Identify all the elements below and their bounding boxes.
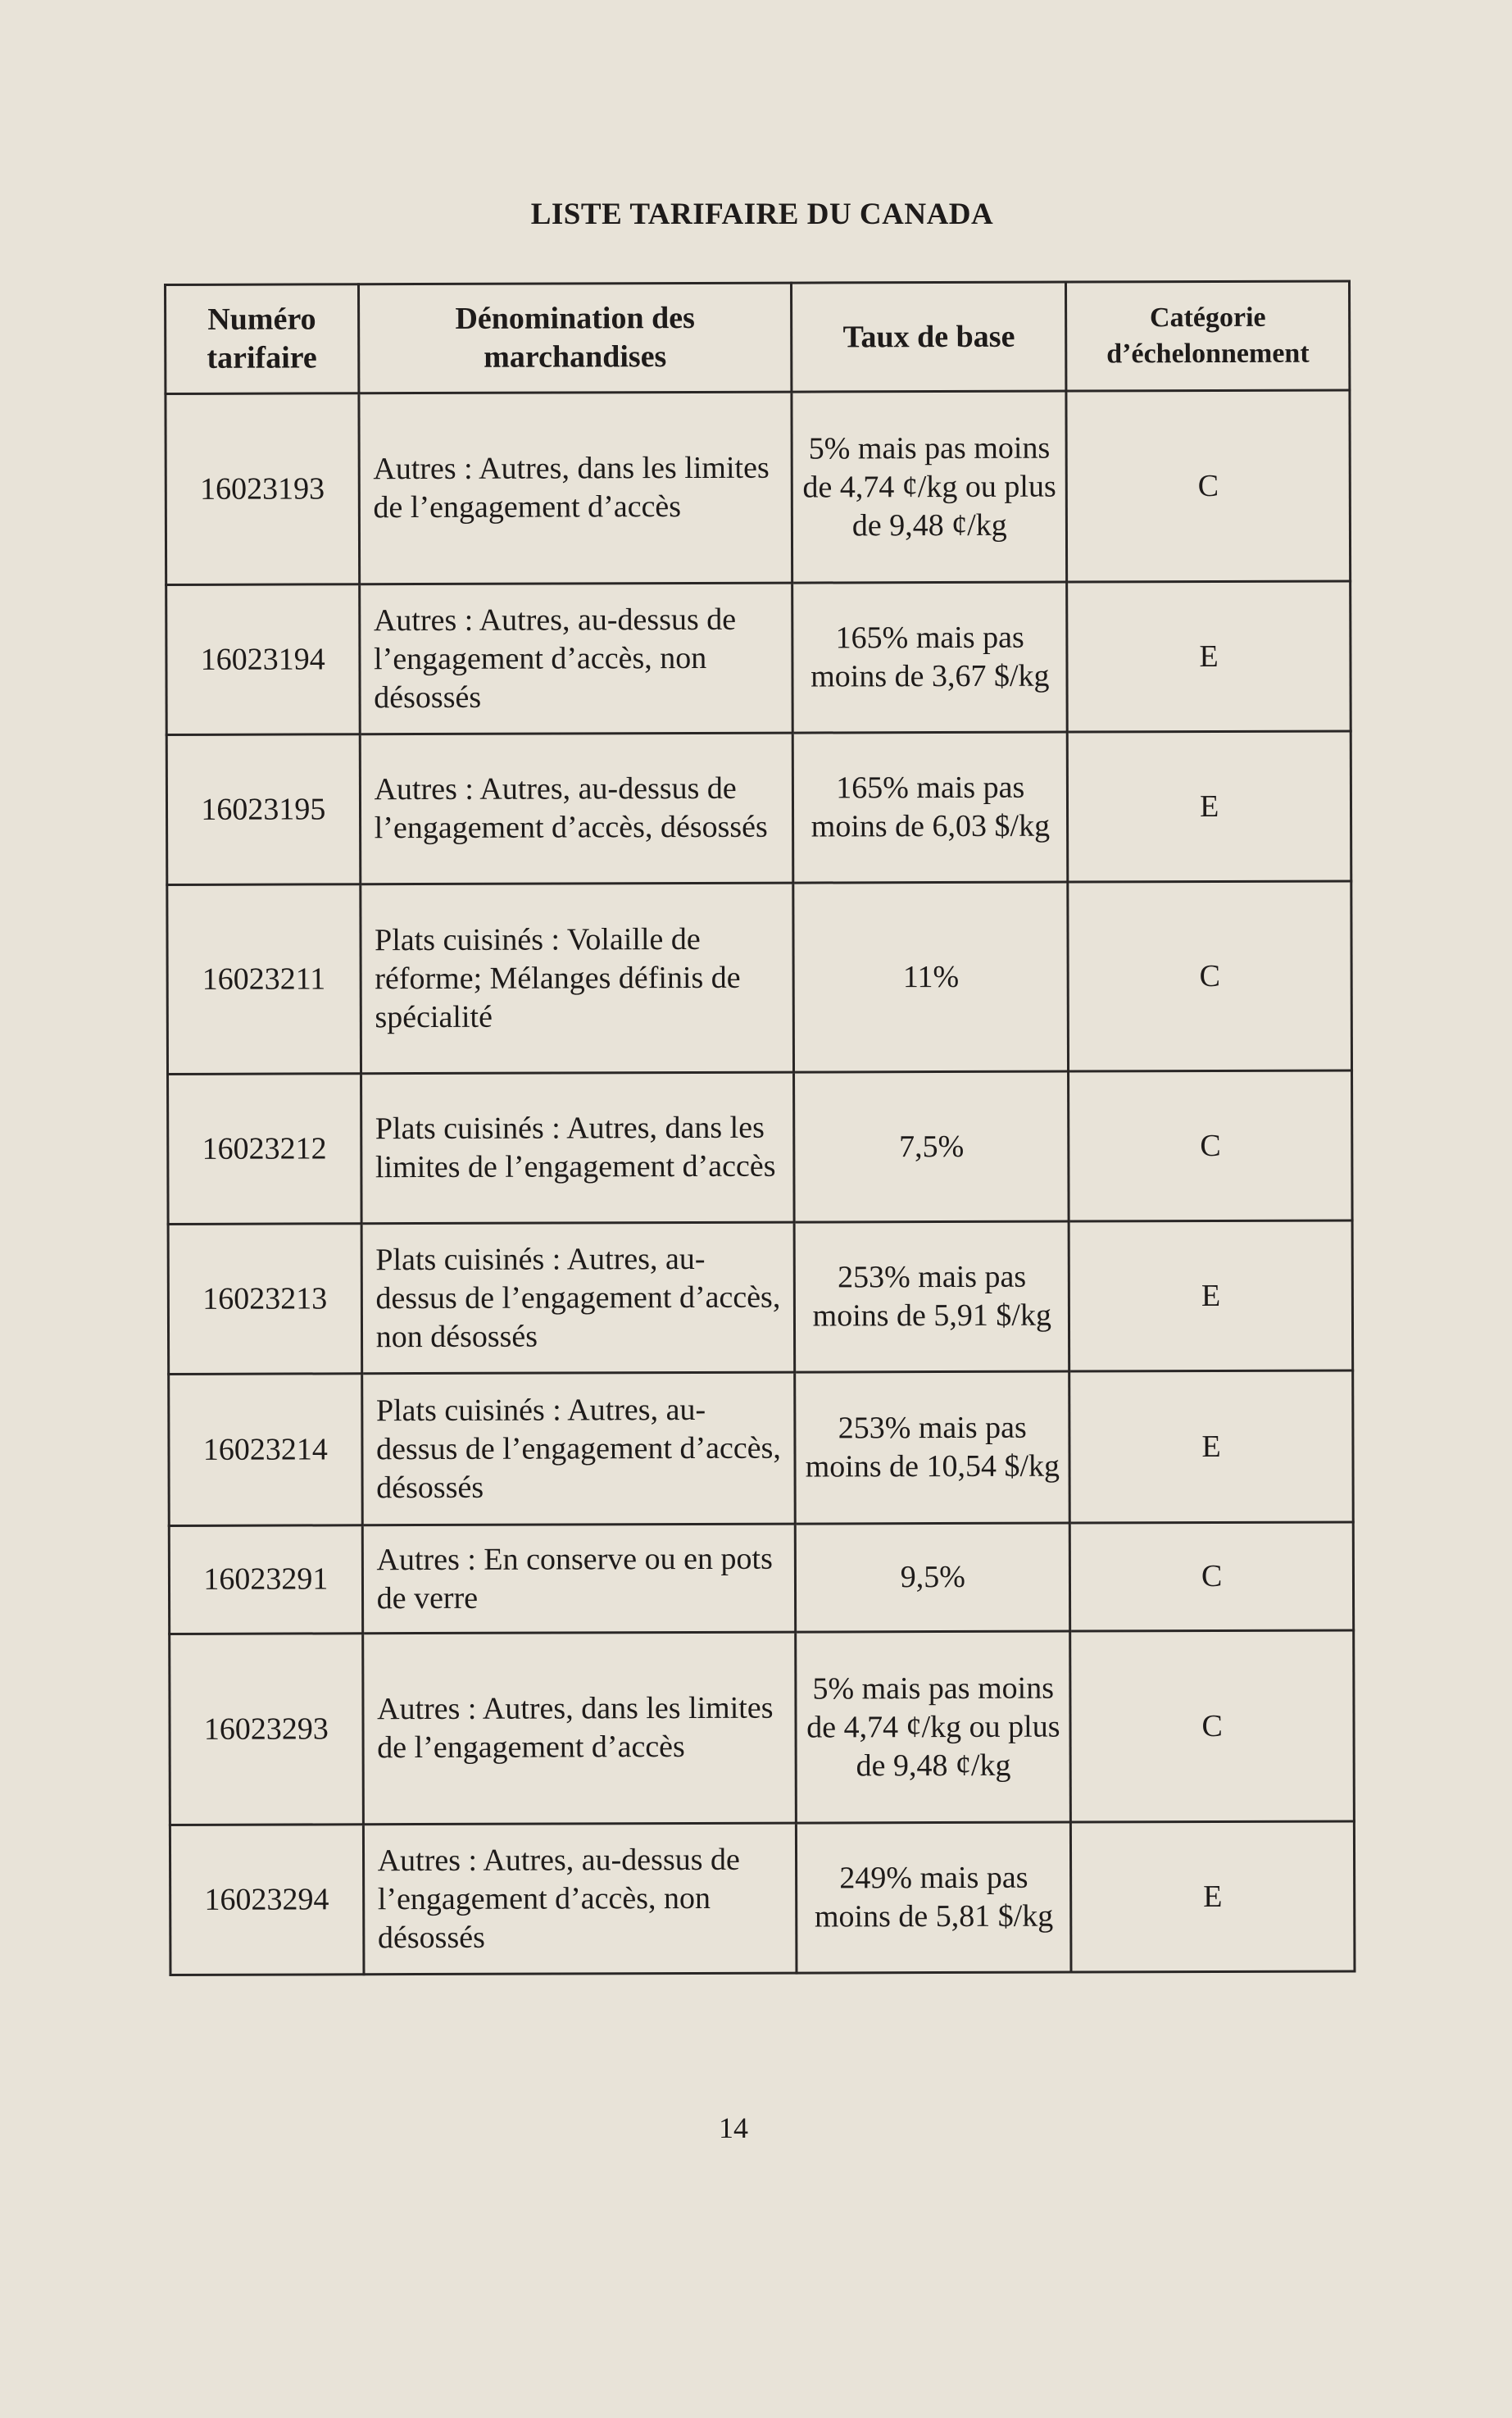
tariff-number: 16023211 bbox=[167, 884, 361, 1075]
goods-description: Autres : Autres, au-dessus de l’engagement d’accès, non désossés bbox=[363, 1823, 797, 1975]
goods-description: Autres : Autres, dans les limites de l’engagement d’accès bbox=[362, 1632, 796, 1825]
table-header-row bbox=[166, 281, 1350, 394]
tariff-number: 16023193 bbox=[166, 393, 359, 585]
tariff-number: 16023214 bbox=[169, 1374, 362, 1526]
staging-category: E bbox=[1071, 1821, 1355, 1972]
tariff-table bbox=[164, 280, 1355, 1976]
tariff-number: 16023194 bbox=[166, 584, 360, 735]
goods-description: Autres : Autres, au-dessus de l’engagement d’accès, non désossés bbox=[359, 583, 792, 734]
staging-category: C bbox=[1070, 1522, 1354, 1631]
base-rate: 7,5% bbox=[794, 1071, 1069, 1222]
tariff-number: 16023213 bbox=[168, 1224, 361, 1375]
table-row bbox=[166, 731, 1351, 885]
tariff-number: 16023291 bbox=[169, 1525, 362, 1634]
base-rate: 5% mais pas moins de 4,74 ¢/kg ou plus de 9,48 ¢/kg bbox=[796, 1631, 1071, 1823]
goods-description: Plats cuisinés : Volaille de réforme; Mélanges définis de spécialité bbox=[360, 883, 793, 1074]
table-row bbox=[169, 1370, 1354, 1526]
goods-description: Plats cuisinés : Autres, au-dessus de l’engagement d’accès, désossés bbox=[361, 1372, 795, 1525]
header-staging-category: Catégorie d’échelonnement bbox=[1066, 281, 1350, 391]
page-title: LISTE TARIFAIRE DU CANADA bbox=[530, 198, 994, 231]
staging-category: E bbox=[1069, 1370, 1353, 1523]
base-rate: 253% mais pas moins de 10,54 $/kg bbox=[795, 1371, 1070, 1524]
goods-description: Autres : Autres, dans les limites de l’engagement d’accès bbox=[359, 392, 792, 584]
goods-description: Plats cuisinés : Autres, dans les limites de l’engagement d’accès bbox=[361, 1072, 794, 1224]
tariff-number: 16023212 bbox=[168, 1074, 361, 1225]
base-rate: 249% mais pas moins de 5,81 $/kg bbox=[797, 1822, 1072, 1973]
base-rate: 11% bbox=[793, 882, 1069, 1072]
table-row bbox=[170, 1630, 1355, 1825]
base-rate: 165% mais pas moins de 3,67 $/kg bbox=[792, 582, 1068, 733]
table-row bbox=[168, 1070, 1353, 1225]
base-rate: 165% mais pas moins de 6,03 $/kg bbox=[793, 732, 1069, 883]
staging-category: C bbox=[1069, 1070, 1352, 1221]
table-row bbox=[169, 1522, 1353, 1634]
header-description: Dénomination des marchandises bbox=[358, 283, 792, 393]
table-row bbox=[166, 581, 1351, 735]
header-tariff-number: Numéro tarifaire bbox=[166, 284, 359, 394]
staging-category: C bbox=[1066, 390, 1350, 582]
table-row bbox=[170, 1821, 1355, 1975]
table-row bbox=[167, 881, 1352, 1075]
table-row bbox=[166, 390, 1351, 585]
goods-description: Autres : Autres, au-dessus de l’engagement d’accès, désossés bbox=[360, 733, 793, 884]
base-rate: 5% mais pas moins de 4,74 ¢/kg ou plus de 9,48 ¢/kg bbox=[792, 391, 1067, 583]
base-rate: 9,5% bbox=[796, 1523, 1070, 1632]
staging-category: C bbox=[1070, 1630, 1354, 1822]
staging-category: E bbox=[1069, 1220, 1352, 1371]
table-row bbox=[168, 1220, 1353, 1375]
header-base-rate: Taux de base bbox=[792, 282, 1066, 392]
page-number: 14 bbox=[719, 2111, 748, 2144]
base-rate: 253% mais pas moins de 5,91 $/kg bbox=[794, 1221, 1069, 1372]
goods-description: Autres : En conserve ou en pots de verre bbox=[362, 1524, 796, 1634]
tariff-number: 16023293 bbox=[170, 1634, 363, 1825]
goods-description: Plats cuisinés : Autres, au-dessus de l’engagement d’accès, non désossés bbox=[361, 1222, 795, 1374]
staging-category: E bbox=[1068, 731, 1351, 882]
tariff-number: 16023195 bbox=[166, 734, 360, 885]
tariff-number: 16023294 bbox=[170, 1825, 363, 1975]
staging-category: C bbox=[1068, 881, 1351, 1071]
staging-category: E bbox=[1067, 581, 1351, 732]
